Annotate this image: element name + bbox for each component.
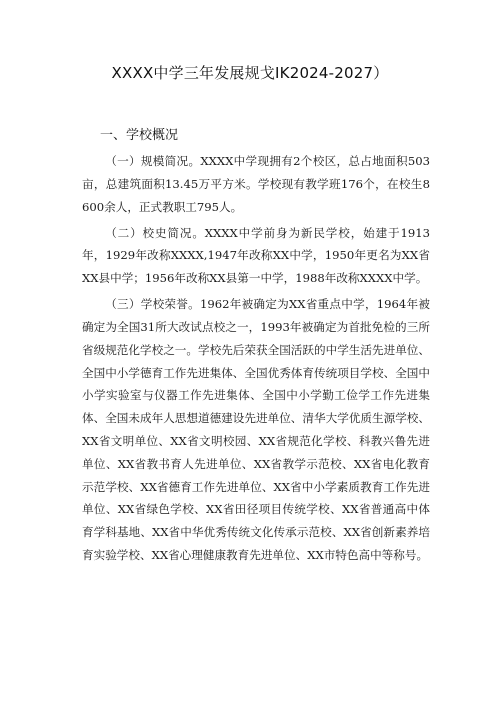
paragraph-scale: （一）规模简况。XXXX中学现拥有2个校区，总占地面积503亩，总建筑面积13.45万平方米。学校现有教学班176个，在校生8600余人，正式教职工795人。 xyxy=(82,154,430,214)
paragraph-history: （二）校史简况。XXXX中学前身为新民学校，始建于1913年，1929年改称XXXX,1947年改称XX中学，1950年更名为XX省XX县中学；1956年改称XX县第一中学，1988年改称XXXX中学。 xyxy=(82,225,430,286)
document-title: XXXX中学三年发展规戈IK2024-2027） xyxy=(111,64,389,82)
section-heading: 一、学校概况 xyxy=(100,128,179,143)
paragraph-honors: （三）学校荣誉。1962年被确定为XX省重点中学，1964年被确定为全国31所大改试点校之一，1993年被确定为首批免检的三所省级规范化学校之一。学校先后荣获全国活跃的中学生活先进单位、全国中小学德育工作先进集体、全国优秀体育传统项目学校、全国中小学实验室与仪器工作先进集体、全国中小学勤工俭学工作先进集体、全国未成年人思想道德建设先进单位、清华大学优质生源学校、XX省文明单位、XX省文明校园、XX省规范化学校、科教兴鲁先进单位、XX省教书育人先进单位、XX省教学示范校、XX省电化教育示范学校、XX省德育工作先进单位、XX省中小学素质教育工作先进单位、XX省绿色学校、XX省田径项目传统学校、XX省普通高中体育学科基地、XX省中华优秀传统文化传承示范校、XX省创新素养培育实验学校、XX省心理健康教育先进单位、XX市特色高中等称号。 xyxy=(82,297,430,562)
document-body xyxy=(82,150,430,570)
